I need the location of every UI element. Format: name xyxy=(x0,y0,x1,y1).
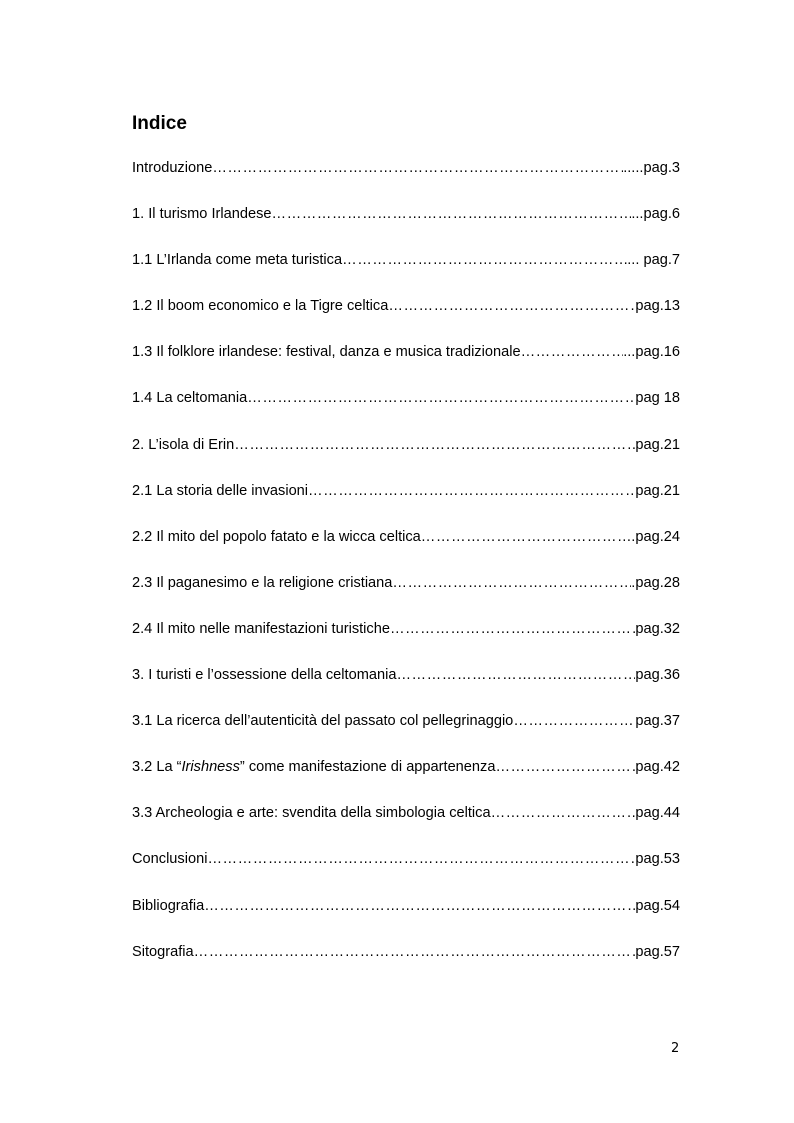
toc-entry-page: pag 18 xyxy=(635,390,680,407)
toc-entry xyxy=(132,756,680,802)
toc-entry-label: Conclusioni xyxy=(132,851,208,868)
toc-leader-dots xyxy=(495,756,635,778)
table-of-contents xyxy=(132,157,680,987)
toc-entry-label: 2.2 Il mito del popolo fatato e la wicca celtica xyxy=(132,528,421,545)
toc-entry xyxy=(132,572,680,618)
toc-entry-label-suffix: ” come manifestazione di appartenenza xyxy=(239,759,496,776)
toc-leader-dots xyxy=(342,249,627,271)
toc-entry-page: .pag.24 xyxy=(631,528,680,545)
toc-leader-dots xyxy=(521,341,624,363)
toc-entry-page: pag.42 xyxy=(635,759,680,776)
toc-entry-label: 3.1 La ricerca dell’autenticità del passato col pellegrinaggio xyxy=(132,713,514,730)
toc-leader-dots xyxy=(491,802,636,824)
toc-entry-label: 1.2 Il boom economico e la Tigre celtica xyxy=(132,298,389,315)
toc-entry xyxy=(132,802,680,848)
page-title: Indice xyxy=(132,113,187,134)
toc-leader-dots xyxy=(308,480,635,502)
toc-entry-label-prefix: 3.2 La “ xyxy=(132,759,182,776)
toc-entry-page: pag.21 xyxy=(635,482,680,499)
toc-entry-page: .pag.28 xyxy=(631,574,680,591)
toc-leader-dots xyxy=(234,434,635,456)
toc-entry-label: Introduzione xyxy=(132,160,213,176)
toc-entry-label: 2.3 Il paganesimo e la religione cristiana xyxy=(132,574,393,591)
toc-entry xyxy=(132,480,680,526)
toc-entry-label: 1.1 L’Irlanda come meta turistica xyxy=(132,252,343,269)
toc-entry-page: pag.21 xyxy=(635,436,680,453)
toc-entry xyxy=(132,664,680,710)
toc-entry xyxy=(132,295,680,341)
toc-entry-page: pag.53 xyxy=(635,851,680,868)
toc-leader-dots xyxy=(421,526,632,548)
toc-leader-dots xyxy=(396,664,635,686)
toc-leader-dots xyxy=(204,895,635,917)
toc-entry-page: pag.36 xyxy=(635,667,680,684)
toc-entry-label: Sitografia xyxy=(132,943,194,960)
toc-entry-label: 3.3 Archeologia e arte: svendita della simbologia celtica xyxy=(132,805,491,822)
toc-entry-page: pag.13 xyxy=(635,298,680,315)
toc-leader-dots xyxy=(388,295,635,317)
toc-leader-dots xyxy=(513,710,635,732)
toc-entry xyxy=(132,157,680,203)
toc-leader-dots xyxy=(247,387,635,409)
toc-entry-page: ...pag.16 xyxy=(623,344,680,361)
toc-leader-dots xyxy=(392,572,631,594)
toc-entry xyxy=(132,387,680,433)
toc-entry-page: pag.37 xyxy=(635,713,680,730)
toc-entry xyxy=(132,341,680,387)
toc-leader-dots xyxy=(212,157,623,179)
toc-entry-page: pag.44 xyxy=(635,805,680,822)
toc-entry-label: 1.4 La celtomania xyxy=(132,390,248,407)
toc-entry-label xyxy=(132,756,495,778)
toc-entry-page: ...pag.6 xyxy=(631,206,680,223)
toc-entry xyxy=(132,941,680,987)
toc-leader-dots xyxy=(272,203,632,225)
toc-entry-label: Bibliografia xyxy=(132,897,205,914)
toc-entry xyxy=(132,618,680,664)
toc-entry-label: 1. Il turismo Irlandese xyxy=(132,206,272,223)
toc-entry-label-emphasis: Irishness xyxy=(181,759,240,776)
toc-entry-page: pag.57 xyxy=(635,943,680,960)
toc-entry xyxy=(132,526,680,572)
toc-leader-dots xyxy=(390,618,635,640)
toc-entry-label: 3. I turisti e l’ossessione della celtomania xyxy=(132,667,397,684)
toc-entry-label: 1.3 Il folklore irlandese: festival, danza e musica tradizionale xyxy=(132,344,521,361)
toc-entry-page: pag.54 xyxy=(635,897,680,914)
toc-entry-page: .....pag.3 xyxy=(623,160,680,176)
toc-entry xyxy=(132,848,680,894)
toc-leader-dots xyxy=(207,848,635,870)
toc-entry xyxy=(132,895,680,941)
toc-entry-page: pag.32 xyxy=(635,620,680,637)
toc-entry-label: 2.1 La storia delle invasioni xyxy=(132,482,309,499)
toc-entry xyxy=(132,710,680,756)
toc-entry-label: 2. L’isola di Erin xyxy=(132,436,235,453)
toc-entry-page: ... pag.7 xyxy=(627,252,680,269)
toc-entry xyxy=(132,203,680,249)
page-number: 2 xyxy=(671,1041,680,1056)
toc-entry xyxy=(132,434,680,480)
toc-entry xyxy=(132,249,680,295)
toc-leader-dots xyxy=(194,941,636,963)
toc-entry-label: 2.4 Il mito nelle manifestazioni turistiche xyxy=(132,620,390,637)
